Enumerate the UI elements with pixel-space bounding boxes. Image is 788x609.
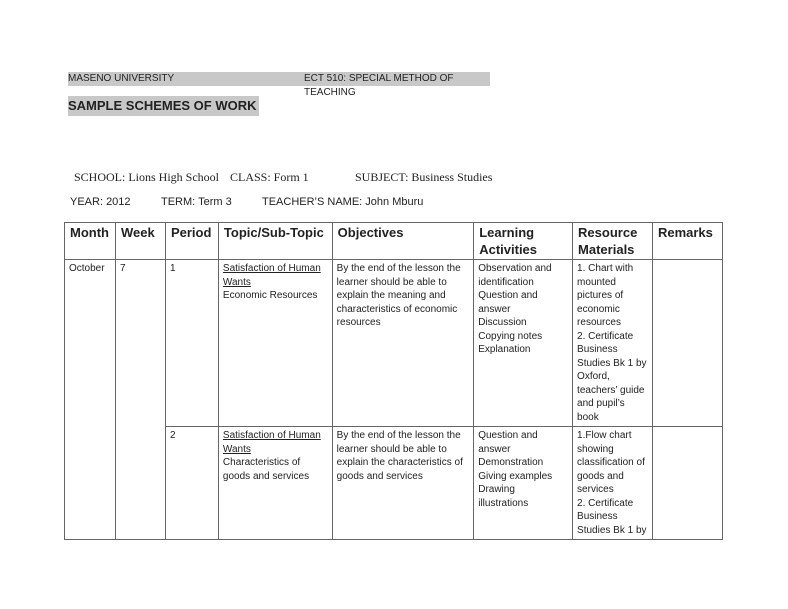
year-label: YEAR: 2012 (70, 196, 131, 208)
activity-line: illustrations (478, 497, 529, 509)
activity-line: Explanation (478, 344, 531, 355)
activity-line: Question and (478, 430, 538, 441)
resource-line: classification of (577, 457, 645, 468)
activities-cell (474, 427, 573, 540)
page-header (68, 72, 490, 98)
resources-cell (573, 260, 653, 427)
month-cell: October (65, 260, 116, 540)
activities-cell (474, 260, 573, 427)
class-label: CLASS: Form 1 (230, 170, 309, 184)
subject-label: SUBJECT: Business Studies (355, 170, 493, 184)
activity-line: answer (478, 303, 511, 315)
activity-line: Discussion (478, 317, 527, 328)
subtopic-line: Economic Resources (222, 290, 318, 301)
header-remarks: Remarks (652, 223, 722, 260)
topic-line: Satisfaction of Human (222, 430, 321, 441)
activity-line: Observation and (478, 263, 552, 274)
resource-line: Studies Bk 1 by (577, 524, 647, 536)
schemes-table (64, 222, 723, 540)
document-title: SAMPLE SCHEMES OF WORK (68, 96, 259, 116)
table-row (65, 260, 723, 427)
topic-line: Satisfaction of Human (222, 263, 321, 274)
activity-line: Demonstration (478, 457, 544, 468)
header-week: Week (115, 223, 165, 260)
objective-line: learner should be able to (336, 276, 447, 288)
course-title: ECT 510: SPECIAL METHOD OF TEACHING (304, 73, 454, 98)
objective-line: resources (336, 317, 381, 328)
period-cell: 1 (165, 260, 218, 427)
objectives-cell (332, 427, 474, 540)
table-header-row (65, 223, 723, 260)
header-month: Month (65, 223, 116, 260)
teacher-label: TEACHER’S NAME: John Mburu (262, 196, 424, 208)
activity-line: Copying notes (478, 330, 543, 342)
resource-line: 2. Certificate (577, 497, 634, 509)
header-resource-materials: Resource Materials (573, 223, 653, 260)
resource-line: 1.Flow chart (577, 430, 632, 441)
activity-line: Drawing (478, 484, 515, 495)
resource-line: resources (577, 317, 621, 328)
topic-cell (218, 260, 332, 427)
objective-line: characteristics of economic (336, 303, 458, 315)
objective-line: By the end of the lesson the (336, 430, 461, 441)
remarks-cell (652, 260, 722, 427)
resource-line: goods and (577, 470, 624, 482)
header-learning-activities: Learning Activities (474, 223, 573, 260)
term-label: TERM: Term 3 (161, 196, 232, 208)
activity-line: identification (478, 276, 534, 288)
objective-line: goods and services (336, 470, 423, 482)
activity-line: Question and (478, 290, 538, 301)
subtopic-line: goods and services (222, 470, 310, 482)
resource-line: Studies Bk 1 by (577, 357, 647, 369)
resource-line: Oxford, (577, 371, 610, 382)
resource-line: 2. Certificate (577, 330, 634, 342)
resource-line: and pupil’s (577, 398, 625, 409)
resource-line: book (577, 411, 599, 423)
university-name: MASENO UNIVERSITY (68, 73, 175, 84)
resource-line: 1. Chart with (577, 263, 634, 274)
school-label: SCHOOL: Lions High School (74, 170, 220, 184)
objective-line: explain the characteristics of (336, 457, 463, 468)
resource-line: Business (577, 511, 618, 522)
activity-line: Giving examples (478, 470, 553, 482)
resource-line: mounted (577, 276, 616, 288)
resource-line: services (577, 484, 614, 495)
resource-line: economic (577, 303, 620, 315)
topic-line: Wants (222, 443, 251, 455)
topic-cell (218, 427, 332, 540)
objective-line: learner should be able to (336, 443, 447, 455)
resource-line: teachers’ guide (577, 384, 645, 396)
activity-line: answer (478, 443, 511, 455)
header-topic: Topic/Sub-Topic (218, 223, 332, 260)
period-cell: 2 (165, 427, 218, 540)
resource-line: Business (577, 344, 618, 355)
header-period: Period (165, 223, 218, 260)
objective-line: explain the meaning and (336, 290, 446, 301)
week-cell: 7 (115, 260, 165, 540)
header-objectives: Objectives (332, 223, 474, 260)
objectives-cell (332, 260, 474, 427)
resource-line: pictures of (577, 290, 624, 301)
topic-line: Wants (222, 276, 251, 288)
remarks-cell (652, 427, 722, 540)
resource-line: showing (577, 443, 614, 455)
resources-cell (573, 427, 653, 540)
objective-line: By the end of the lesson the (336, 263, 461, 274)
subtopic-line: Characteristics of (222, 457, 301, 468)
